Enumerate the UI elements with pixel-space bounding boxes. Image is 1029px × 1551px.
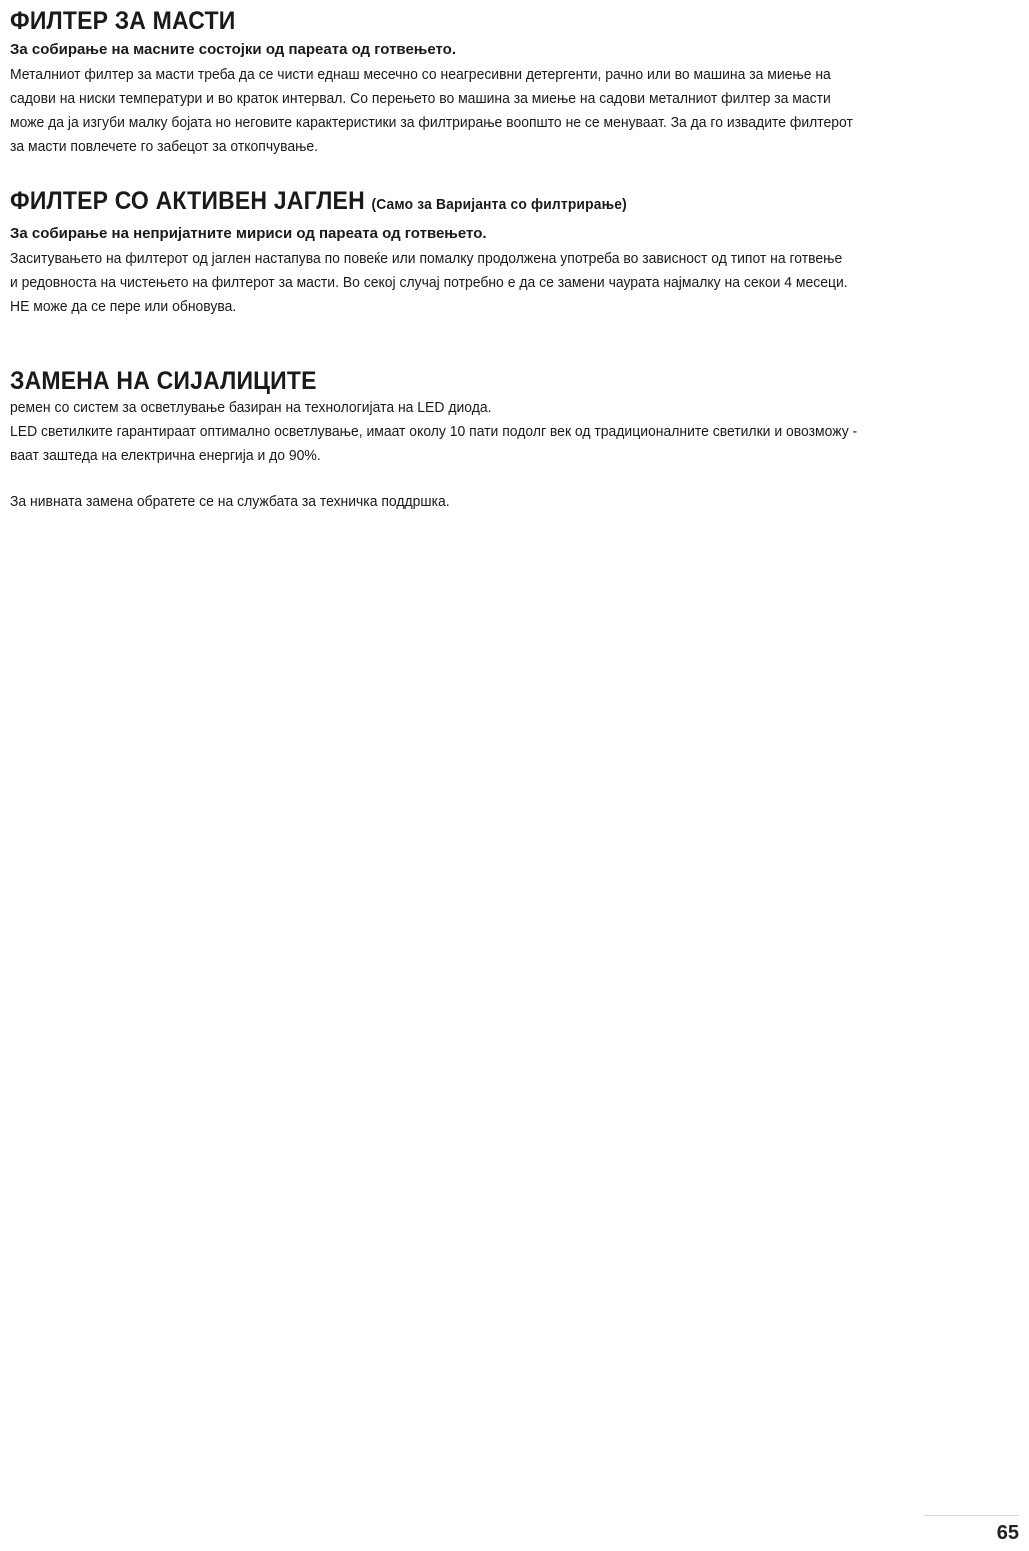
section-paragraph bbox=[10, 396, 1018, 468]
paragraph-gap bbox=[10, 468, 1018, 490]
section-charcoal-filter bbox=[10, 186, 1018, 336]
section-grease-filter bbox=[10, 6, 1018, 156]
paragraph-line: ремен со систем за осветлување базиран на технологијата на LED диода. bbox=[10, 399, 492, 416]
section-subheading: За собирање на масните состојки од пареата од готвењето. bbox=[10, 41, 457, 58]
section-paragraph bbox=[10, 490, 1018, 514]
section-subheading: За собирање на непријатните мириси од пареата од готвењето. bbox=[10, 225, 487, 242]
paragraph-line: За нивната замена обратете се на службата за техничка поддршка. bbox=[10, 493, 450, 510]
paragraph-line: за масти повлечете го забецот за откопчување. bbox=[10, 138, 319, 155]
paragraph-line: Заситувањето на филтерот од јаглен настапува по повеќе или помалку продолжена употреба во зависност од типот на готвење bbox=[10, 250, 843, 267]
section-paragraph bbox=[10, 247, 1018, 319]
paragraph-line: може да ја изгуби малку бојата но неговите карактеристики за филтрирање воопшто не се менуваат. За да го извадите филтерот bbox=[10, 114, 853, 131]
heading-note: (Само за Варијанта со филтрирање) bbox=[371, 196, 627, 213]
page-number: 65 bbox=[996, 1522, 1019, 1544]
paragraph-line: ваат заштеда на електрична енергија и до 90%. bbox=[10, 447, 321, 464]
heading-text: ФИЛТЕР СО АКТИВЕН ЈАГЛЕН bbox=[10, 187, 365, 215]
paragraph-line: НЕ може да се пере или обновува. bbox=[10, 298, 237, 315]
paragraph-line: LED светилките гарантираат оптимално осветлување, имаат околу 10 пати подолг век од традиционалните светилки и овозможу - bbox=[10, 423, 858, 440]
section-paragraph bbox=[10, 63, 1018, 159]
section-heading bbox=[10, 366, 937, 396]
document-page bbox=[10, 6, 1018, 514]
heading-text: ФИЛТЕР ЗА МАСТИ bbox=[10, 7, 236, 35]
paragraph-line: Металниот филтер за масти треба да се чисти еднаш месечно со неагресивни детергенти, рачно или во машина за миење на bbox=[10, 66, 831, 83]
heading-text: ЗАМЕНА НА СИЈАЛИЦИТЕ bbox=[10, 367, 317, 395]
section-heading bbox=[10, 186, 937, 220]
paragraph-line: и редовноста на чистењето на филтерот за масти. Во секој случај потребно е да се замени чаурата најмалку на секои 4 месеци. bbox=[10, 274, 848, 291]
section-heading bbox=[10, 6, 937, 36]
footer-divider bbox=[924, 1515, 1019, 1516]
section-bulb-replacement bbox=[10, 366, 1018, 514]
paragraph-line: садови на ниски температури и во краток интервал. Со перењето во машина за миење на садови металниот филтер за масти bbox=[10, 90, 831, 107]
